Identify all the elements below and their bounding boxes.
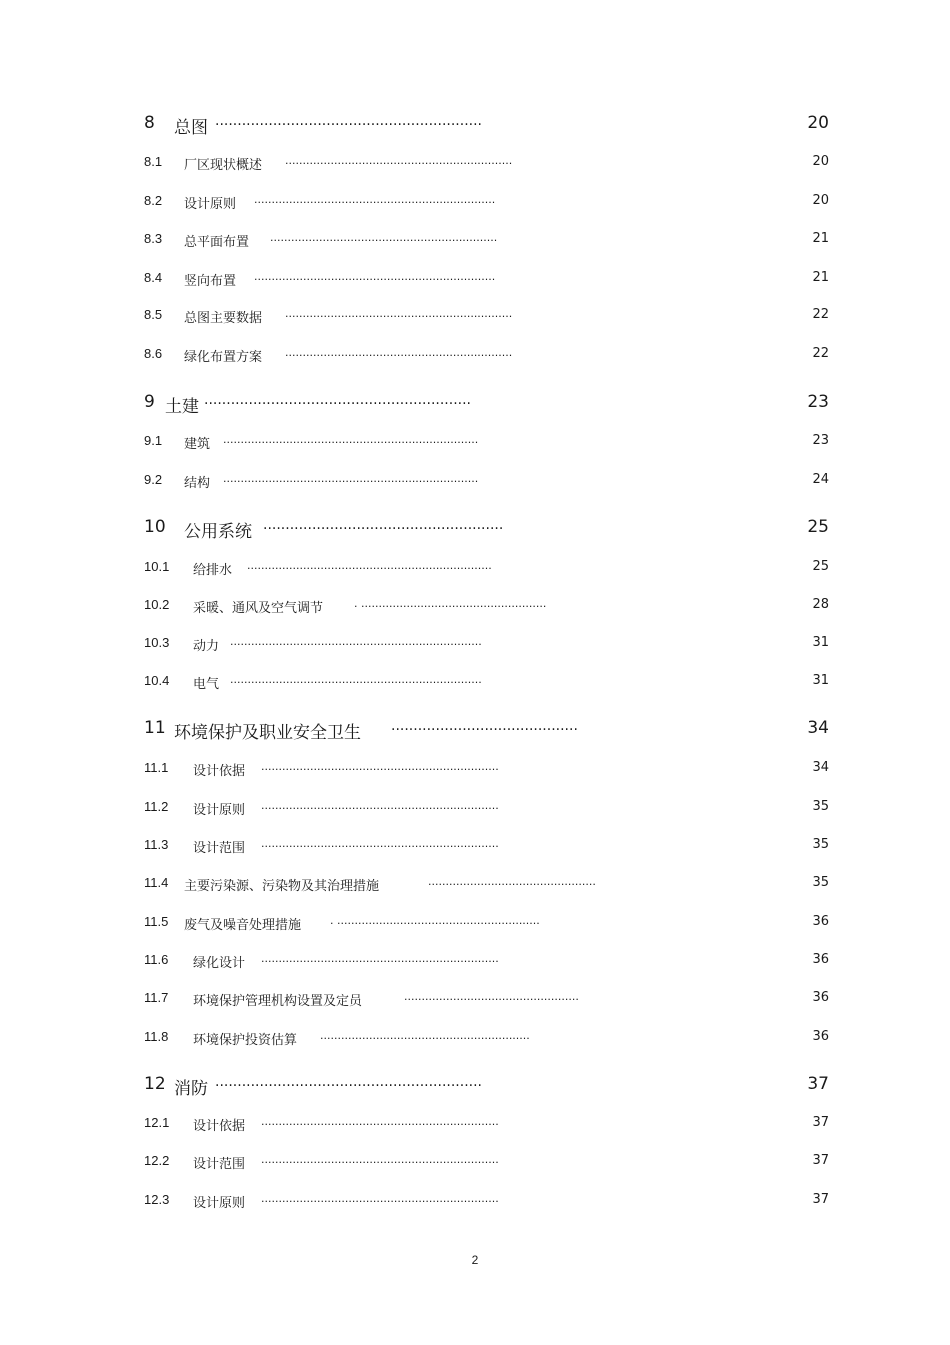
toc-entry-leader: ...................................................................... — [247, 559, 492, 572]
toc-entry-number: 10.4 — [144, 673, 170, 688]
toc-entry-number: 9.1 — [144, 433, 163, 448]
toc-entry-title: 建筑 — [184, 437, 211, 452]
toc-entry-leader: .................................................................... — [261, 760, 499, 773]
toc-entry-title: 竖向布置 — [184, 274, 237, 289]
toc-entry-title: 设计原则 — [193, 1196, 246, 1211]
toc-entry-leader: ..................................................................... — [254, 193, 496, 206]
toc-entry-leader: .................................................. — [404, 990, 579, 1003]
toc-entry-title: 结构 — [184, 476, 211, 491]
toc-entry-page: 31 — [812, 635, 829, 650]
toc-entry-page: 35 — [812, 875, 829, 890]
page-number: 2 — [471, 1253, 479, 1267]
toc-entry-page: 22 — [812, 346, 829, 361]
toc-entry-title: 废气及噪音处理措施 — [184, 918, 302, 933]
toc-entry-page: 37 — [812, 1115, 829, 1130]
toc-entry-leader: .................................................................... — [261, 1115, 499, 1128]
toc-entry-leader: ........................................................................ — [230, 673, 482, 686]
toc-entry-leader: ................................................................. — [285, 346, 513, 359]
toc-entry-number: 8.4 — [144, 270, 163, 285]
toc-entry-number: 11.1 — [144, 760, 169, 775]
toc-entry-page: 21 — [812, 270, 829, 285]
toc-entry-title: 绿化设计 — [193, 956, 246, 971]
toc-entry-page: 35 — [812, 799, 829, 814]
toc-entry-title: 绿化布置方案 — [184, 350, 263, 365]
toc-entry-page: 20 — [812, 193, 829, 208]
toc-entry-title: 设计原则 — [193, 803, 246, 818]
toc-entry-number: 9.2 — [144, 472, 163, 487]
toc-entry-title: 总图 — [174, 118, 208, 138]
toc-entry-leader: ............................................................ — [215, 113, 483, 129]
toc-entry-leader: ............................................................ — [204, 392, 472, 408]
toc-entry-page: 37 — [812, 1153, 829, 1168]
toc-entry-leader: ............................................................ — [215, 1074, 483, 1090]
toc-entry-leader: . ..................................................... — [354, 597, 547, 610]
toc-entry-leader: .................................................................... — [261, 1153, 499, 1166]
toc-entry-number: 9 — [144, 392, 155, 412]
toc-entry-page: 36 — [812, 914, 829, 929]
toc-entry-page: 21 — [812, 231, 829, 246]
toc-entry-leader: ................................................................. — [285, 154, 513, 167]
toc-entry-number: 11 — [144, 718, 166, 738]
toc-entry-leader: ................................................ — [428, 875, 596, 888]
toc-entry-number: 11.6 — [144, 952, 169, 967]
toc-entry-page: 34 — [807, 718, 829, 738]
toc-entry-title: 采暖、通风及空气调节 — [193, 601, 324, 616]
toc-entry-page: 24 — [812, 472, 829, 487]
toc-entry-title: 设计范围 — [193, 841, 246, 856]
toc-entry-title: 给排水 — [193, 563, 233, 578]
toc-entry-title: 环境保护管理机构设置及定员 — [193, 994, 363, 1009]
toc-entry-page: 20 — [807, 113, 829, 133]
toc-entry-title: 设计原则 — [184, 197, 237, 212]
toc-entry-title: 环境保护投资估算 — [193, 1033, 298, 1048]
toc-entry-number: 11.4 — [144, 875, 169, 890]
toc-entry-leader: ................................................................. — [285, 307, 513, 320]
toc-entry-title: 设计依据 — [193, 1119, 246, 1134]
toc-entry-title: 电气 — [193, 677, 220, 692]
toc-entry-number: 10.1 — [144, 559, 170, 574]
toc-entry-number: 10.3 — [144, 635, 170, 650]
toc-entry-title: 动力 — [193, 639, 220, 654]
toc-entry-number: 11.8 — [144, 1029, 169, 1044]
toc-entry-title: 总平面布置 — [184, 235, 250, 250]
toc-entry-page: 25 — [812, 559, 829, 574]
toc-entry-page: 36 — [812, 1029, 829, 1044]
toc-entry-title: 环境保护及职业安全卫生 — [174, 723, 361, 743]
toc-entry-leader: ..................................................................... — [254, 270, 496, 283]
toc-entry-number: 8.2 — [144, 193, 163, 208]
toc-entry-title: 设计范围 — [193, 1157, 246, 1172]
toc-entry-number: 12.3 — [144, 1192, 170, 1207]
toc-entry-title: 公用系统 — [184, 522, 252, 542]
toc-entry-number: 8.1 — [144, 154, 163, 169]
toc-entry-leader: .......................................... — [391, 718, 578, 734]
toc-entry-title: 主要污染源、污染物及其治理措施 — [184, 879, 380, 894]
toc-entry-page: 23 — [807, 392, 829, 412]
toc-entry-leader: .................................................................... — [261, 799, 499, 812]
toc-entry-leader: ......................................................................... — [223, 472, 479, 485]
toc-entry-leader: ................................................................. — [270, 231, 498, 244]
toc-entry-leader: ........................................................................ — [230, 635, 482, 648]
toc-entry-page: 37 — [807, 1074, 829, 1094]
toc-entry-leader: . .......................................................... — [330, 914, 540, 927]
toc-entry-page: 36 — [812, 990, 829, 1005]
toc-entry-page: 34 — [812, 760, 829, 775]
toc-entry-page: 28 — [812, 597, 829, 612]
toc-entry-page: 22 — [812, 307, 829, 322]
toc-entry-number: 12.2 — [144, 1153, 170, 1168]
toc-entry-leader: .................................................................... — [261, 1192, 499, 1205]
toc-entry-page: 31 — [812, 673, 829, 688]
toc-entry-title: 厂区现状概述 — [184, 158, 263, 173]
toc-entry-page: 20 — [812, 154, 829, 169]
toc-entry-number: 11.7 — [144, 990, 169, 1005]
toc-entry-page: 23 — [812, 433, 829, 448]
toc-entry-number: 11.3 — [144, 837, 169, 852]
toc-entry-number: 8.6 — [144, 346, 163, 361]
toc-entry-title: 总图主要数据 — [184, 311, 263, 326]
toc-entry-number: 8 — [144, 113, 155, 133]
toc-entry-title: 土建 — [165, 397, 199, 417]
toc-entry-number: 12 — [144, 1074, 166, 1094]
toc-entry-page: 25 — [807, 517, 829, 537]
toc-entry-leader: .................................................................... — [261, 952, 499, 965]
toc-entry-number: 8.5 — [144, 307, 163, 322]
toc-entry-number: 12.1 — [144, 1115, 170, 1130]
toc-entry-number: 10.2 — [144, 597, 170, 612]
toc-entry-leader: ............................................................ — [320, 1029, 530, 1042]
toc-entry-page: 36 — [812, 952, 829, 967]
toc-entry-title: 消防 — [174, 1079, 208, 1099]
toc-entry-number: 10 — [144, 517, 166, 537]
toc-entry-page: 37 — [812, 1192, 829, 1207]
toc-entry-leader: ...................................................... — [263, 517, 504, 533]
toc-entry-number: 8.3 — [144, 231, 163, 246]
toc-entry-number: 11.5 — [144, 914, 169, 929]
toc-entry-number: 11.2 — [144, 799, 169, 814]
toc-entry-leader: ......................................................................... — [223, 433, 479, 446]
toc-entry-title: 设计依据 — [193, 764, 246, 779]
toc-entry-leader: .................................................................... — [261, 837, 499, 850]
toc-entry-page: 35 — [812, 837, 829, 852]
